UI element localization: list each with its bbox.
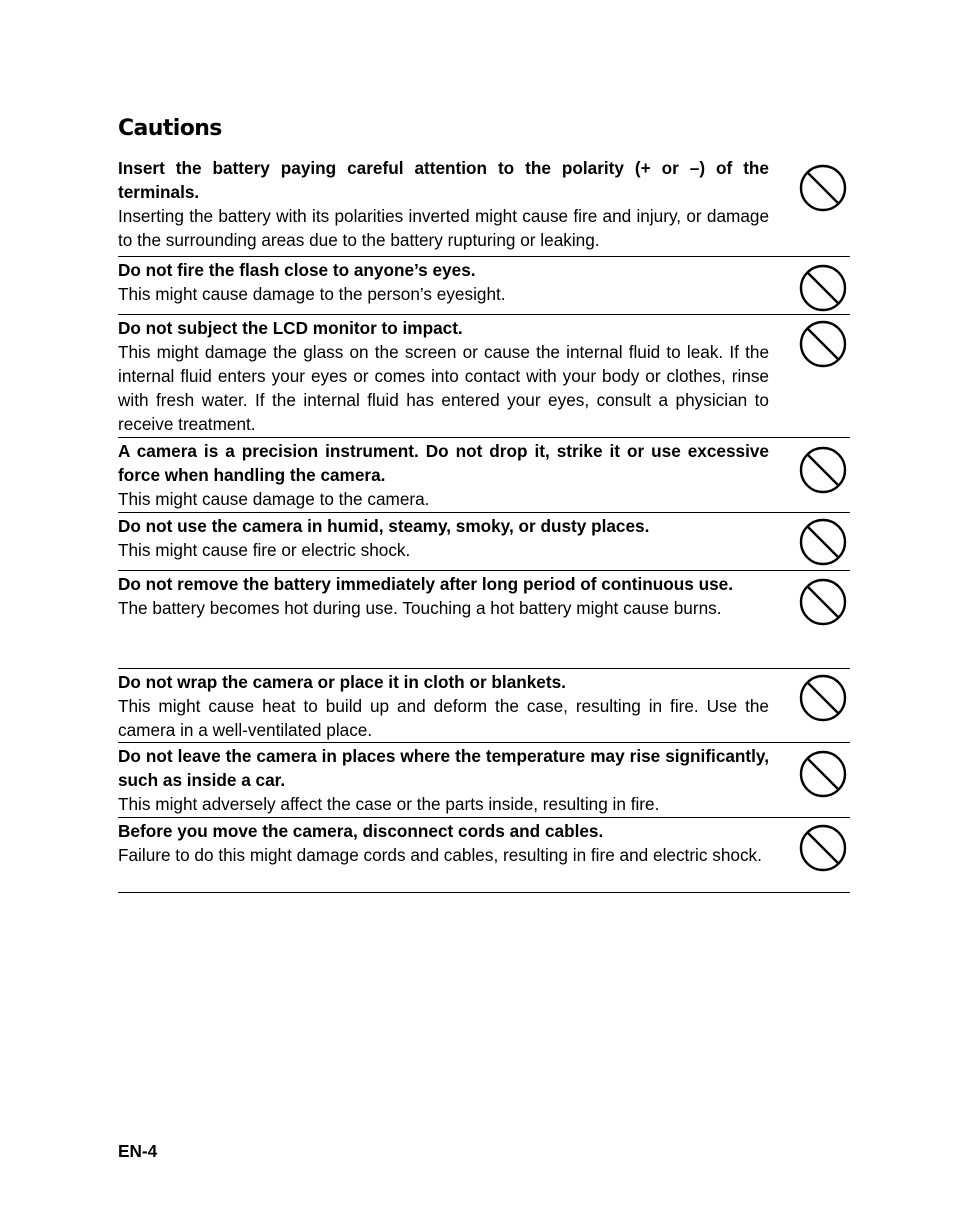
caution-heading: Do not subject the LCD monitor to impact.	[118, 318, 463, 338]
caution-body: This might adversely affect the case or the parts inside, resulting in fire.	[118, 794, 660, 814]
caution-body: This might cause heat to build up and deform the case, resulting in fire. Use the camera in a well-ventilated place.	[118, 696, 769, 740]
caution-item	[118, 669, 850, 743]
caution-item	[118, 571, 850, 669]
prohibition-icon	[799, 674, 847, 722]
prohibition-icon	[799, 264, 847, 312]
caution-text	[118, 819, 769, 867]
caution-body: Inserting the battery with its polarities inverted might cause fire and injury, or damage to the surrounding areas due to the battery rupturing or leaking.	[118, 206, 769, 250]
caution-heading: Insert the battery paying careful attention to the polarity (+ or –) of the terminals.	[118, 158, 769, 202]
caution-heading: A camera is a precision instrument. Do not drop it, strike it or use excessive force when handling the camera.	[118, 441, 769, 485]
prohibition-icon	[799, 824, 847, 872]
caution-body: Failure to do this might damage cords and cables, resulting in fire and electric shock.	[118, 845, 762, 865]
caution-heading: Do not remove the battery immediately after long period of continuous use.	[118, 574, 734, 594]
caution-item	[118, 156, 850, 257]
prohibition-icon	[799, 446, 847, 494]
caution-text	[118, 156, 769, 252]
caution-item	[118, 257, 850, 315]
caution-text	[118, 316, 769, 436]
caution-heading: Do not use the camera in humid, steamy, smoky, or dusty places.	[118, 516, 650, 536]
caution-body: This might cause fire or electric shock.	[118, 540, 411, 560]
caution-heading: Do not leave the camera in places where the temperature may rise significantly, such as inside a car.	[118, 746, 769, 790]
page-title: Cautions	[118, 116, 222, 141]
page-number: EN-4	[118, 1141, 158, 1161]
caution-text	[118, 439, 769, 511]
prohibition-icon	[799, 578, 847, 626]
caution-text	[118, 514, 769, 562]
prohibition-icon	[799, 164, 847, 212]
caution-item	[118, 818, 850, 893]
prohibition-icon	[799, 518, 847, 566]
caution-list	[118, 156, 850, 893]
caution-item	[118, 743, 850, 818]
caution-body: This might cause damage to the camera.	[118, 489, 430, 509]
caution-heading: Do not fire the flash close to anyone’s eyes.	[118, 260, 476, 280]
caution-text	[118, 670, 769, 742]
caution-heading: Before you move the camera, disconnect cords and cables.	[118, 821, 604, 841]
prohibition-icon	[799, 750, 847, 798]
caution-text	[118, 258, 769, 306]
prohibition-icon	[799, 320, 847, 368]
caution-item	[118, 315, 850, 438]
caution-item	[118, 438, 850, 513]
caution-item	[118, 513, 850, 571]
caution-body: This might cause damage to the person’s eyesight.	[118, 284, 506, 304]
caution-body: This might damage the glass on the screen or cause the internal fluid to leak. If the internal fluid enters your eyes or comes into contact with your body or clothes, rinse with fresh water. If the internal fluid has entered your eyes, consult a physician to receive treatment.	[118, 342, 769, 434]
caution-text	[118, 572, 769, 620]
caution-heading: Do not wrap the camera or place it in cloth or blankets.	[118, 672, 566, 692]
caution-body: The battery becomes hot during use. Touching a hot battery might cause burns.	[118, 598, 722, 618]
caution-text	[118, 744, 769, 816]
